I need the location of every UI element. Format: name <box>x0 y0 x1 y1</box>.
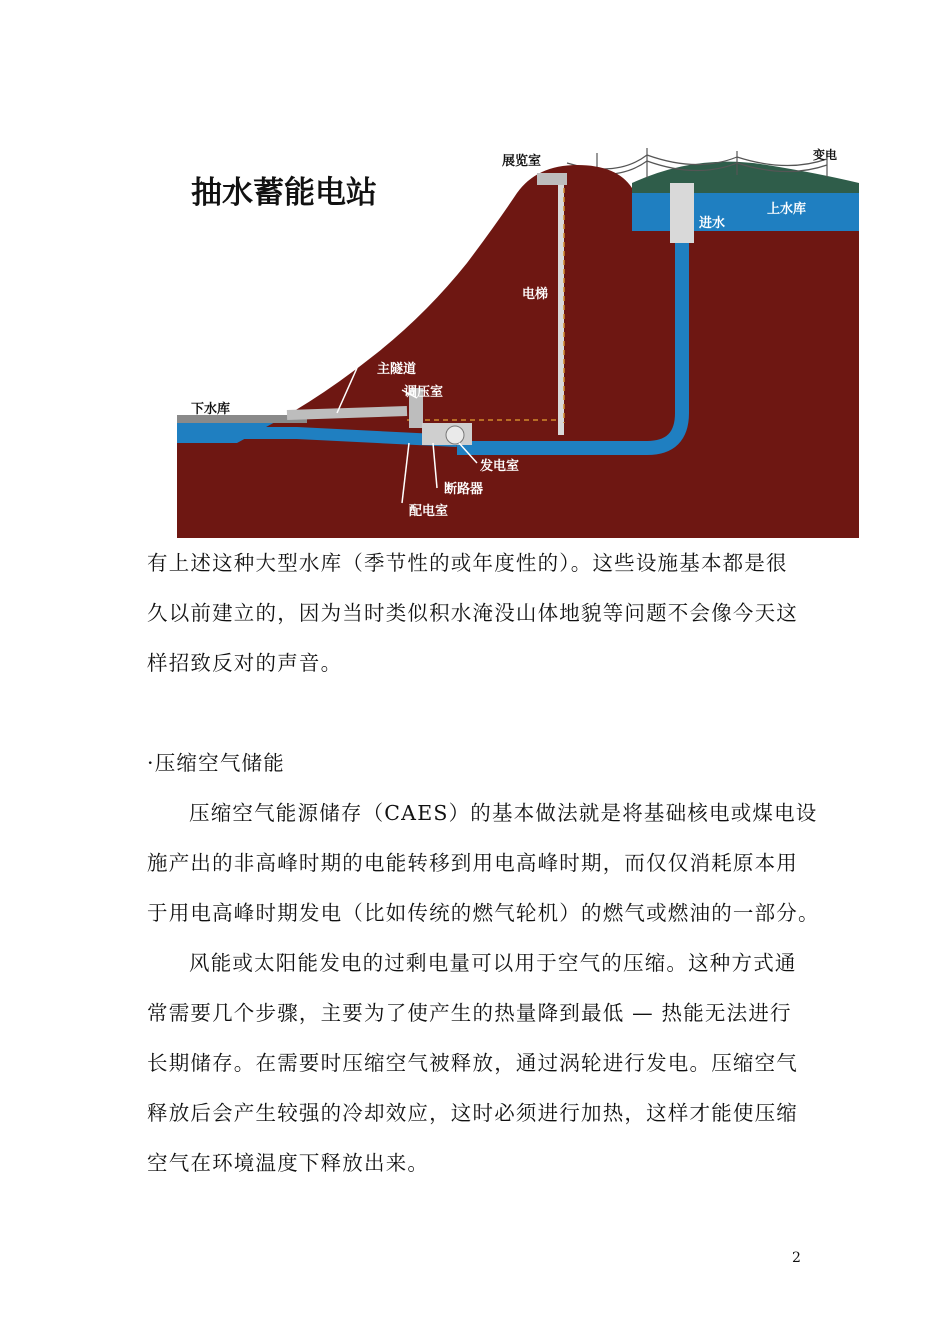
paragraph-1-line-3: 样招致反对的声音。 <box>147 651 343 675</box>
paragraph-1-line-2: 久以前建立的，因为当时类似积水淹没山体地貌等问题不会像今天这 <box>147 601 798 625</box>
diagram-svg <box>177 143 859 538</box>
label-elevator: 电梯 <box>522 287 549 302</box>
paragraph-2-line-2: 施产出的非高峰时期的电能转移到用电高峰时期，而仅仅消耗原本用 <box>147 851 798 875</box>
label-generator-room: 发电室 <box>480 459 520 474</box>
elevator-shaft <box>558 183 564 435</box>
label-lower-reservoir: 下水库 <box>191 402 231 417</box>
label-water-inlet: 进水 <box>699 216 726 231</box>
paragraph-3-line-5: 空气在环境温度下释放出来。 <box>147 1151 430 1175</box>
main-tunnel <box>287 411 407 415</box>
generator-icon <box>446 426 464 444</box>
paragraph-3-line-3: 长期储存。在需要时压缩空气被释放，通过涡轮进行发电。压缩空气 <box>147 1051 798 1075</box>
diagram-title: 抽水蓄能电站 <box>191 175 377 211</box>
paragraph-1-line-1: 有上述这种大型水库（季节性的或年度性的）。这些设施基本都是很 <box>147 551 788 575</box>
upper-reservoir-water <box>632 193 859 233</box>
paragraph-2-line-1: 压缩空气能源储存（CAES）的基本做法就是将基础核电或煤电设 <box>189 801 818 825</box>
paragraph-3-line-2: 常需要几个步骤，主要为了使产生的热量降到最低 — 热能无法进行 <box>147 1001 792 1025</box>
pumped-storage-diagram <box>177 143 859 538</box>
label-surge-chamber: 调压室 <box>404 385 444 400</box>
label-substation: 变电 <box>813 148 838 162</box>
paragraph-3-line-4: 释放后会产生较强的冷却效应，这时必须进行加热，这样才能使压缩 <box>147 1101 798 1125</box>
paragraph-2-line-3: 于用电高峰时期发电（比如传统的燃气轮机）的燃气或燃油的一部分。 <box>147 901 820 925</box>
label-main-tunnel: 主隧道 <box>377 362 417 377</box>
section-heading: ·压缩空气储能 <box>147 751 285 775</box>
label-upper-reservoir: 上水库 <box>767 202 807 217</box>
label-circuit-breaker: 断路器 <box>444 482 484 497</box>
label-exhibition-room: 展览室 <box>502 154 542 169</box>
intake-tower <box>670 183 694 243</box>
paragraph-3-line-1: 风能或太阳能发电的过剩电量可以用于空气的压缩。这种方式通 <box>189 951 797 975</box>
label-distribution-room: 配电室 <box>409 504 449 519</box>
exhibition-building <box>537 173 567 185</box>
page-number: 2 <box>792 1250 801 1266</box>
